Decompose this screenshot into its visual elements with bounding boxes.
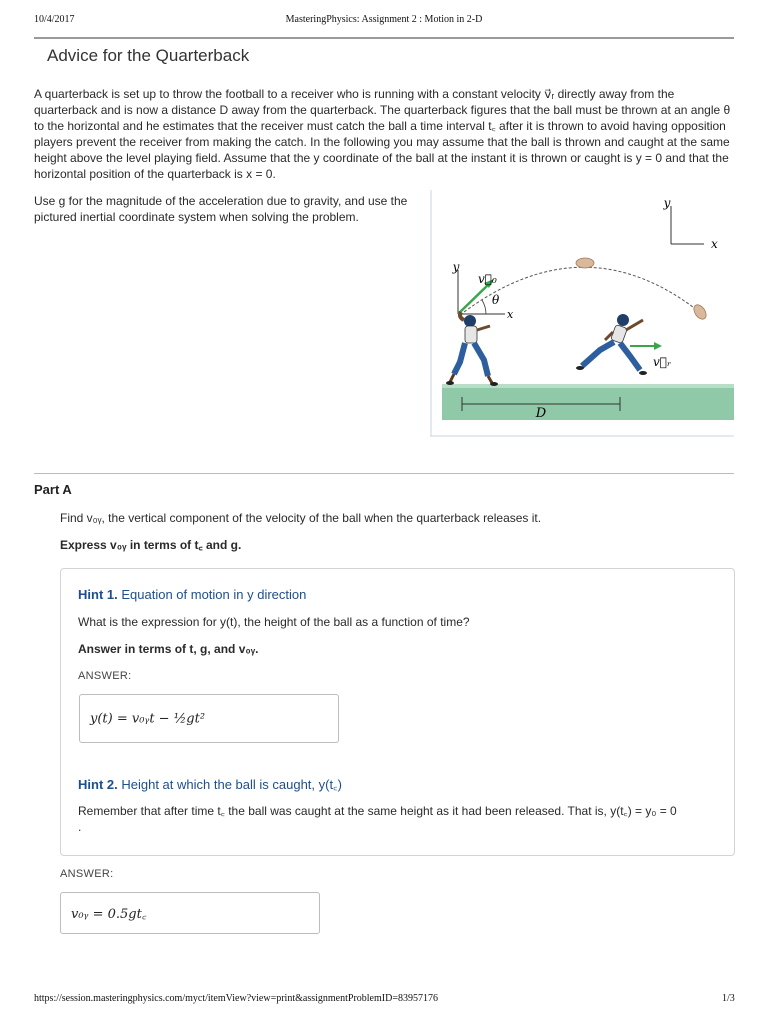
hint-1-question: What is the expression for y(t), the height of the ball as a function of time? xyxy=(78,615,470,629)
hint-1-answer-terms: Answer in terms of t, g, and v₀ᵧ. xyxy=(78,642,259,656)
hint-2-trailing: . xyxy=(78,820,82,834)
hint-1-number: Hint 1. xyxy=(78,587,118,602)
hint-1-answer-label: ANSWER: xyxy=(78,670,132,682)
hint-1-toggle[interactable] xyxy=(78,587,306,602)
answer-value: v₀ᵧ = 0.5gt꜀ xyxy=(71,907,147,922)
section-divider xyxy=(34,473,734,474)
problem-instructions: Use g for the magnitude of the acceleration due to gravity, and use the pictured inertial coordinate system when solving the problem. xyxy=(34,194,408,224)
playing-field xyxy=(442,384,734,420)
answer-label: ANSWER: xyxy=(60,868,114,880)
hint-2-title: Height at which the ball is caught, y(t꜀) xyxy=(121,777,342,792)
football-apex-icon xyxy=(576,258,594,268)
receiver-player-icon xyxy=(576,314,647,375)
qb-axis-x-label: x xyxy=(507,308,514,321)
quarterback-figure xyxy=(430,190,734,438)
distance-label: D xyxy=(535,406,547,421)
vr-arrow-icon xyxy=(630,342,662,350)
qb-axis-y-label: y xyxy=(452,260,460,274)
footer-url[interactable]: https://session.masteringphysics.com/myct/itemView?view=print&assignmentProblemID=83957176 xyxy=(34,993,438,1004)
part-a-express: Express v₀ᵧ in terms of t꜀ and g. xyxy=(60,538,242,552)
axis-y-label: y xyxy=(663,196,671,210)
hint-2-text: Remember that after time t꜀ the ball was caught at the same height as it had been released. That is, y(t꜀) = y₀ = 0 xyxy=(78,804,677,818)
hint-1-answer-value: y(t) = v₀ᵧt − ½gt² xyxy=(90,711,206,726)
header-rule xyxy=(34,37,734,39)
part-a-heading: Part A xyxy=(34,482,72,497)
theta-label: θ xyxy=(492,293,500,307)
v0-label: v⃗₀ xyxy=(478,272,497,286)
hint-1-answer-field[interactable] xyxy=(79,694,339,743)
hint-2-toggle[interactable] xyxy=(78,775,342,793)
hint-2-number: Hint 2. xyxy=(78,777,118,792)
problem-description: A quarterback is set up to throw the football to a receiver who is running with a constant velocity v⃗ᵣ directly away from the quarterback and is now a distance D away from the quarterback. The quarterback figures that the ball must be thrown at an angle θ to the horizontal and he estimates that the receiver must catch the ball a time interval t꜀ after it is thrown to avoid having opposition players prevent the receiver from making the catch. In the following you may assume that the ball is thrown and caught at the same height above the level playing field. Assume that the y coordinate of the ball at the instant it is thrown or caught is y = 0 and that the horizontal position of the quarterback is x = 0. xyxy=(34,87,731,181)
part-a-prompt: Find v₀ᵧ, the vertical component of the velocity of the ball when the quarterback releases it. xyxy=(60,511,542,525)
print-title: MasteringPhysics: Assignment 2 : Motion in 2-D xyxy=(285,14,483,25)
footer-page-number: 1/3 xyxy=(722,993,735,1004)
axis-x-label: x xyxy=(711,237,718,251)
vr-label: v⃗ᵣ xyxy=(653,355,672,369)
quarterback-player-icon xyxy=(446,312,498,386)
coordinate-axes-icon xyxy=(671,206,704,244)
football-caught-icon xyxy=(691,303,708,322)
hint-1-title: Equation of motion in y direction xyxy=(121,587,307,602)
print-date: 10/4/2017 xyxy=(34,14,75,25)
theta-arc xyxy=(482,300,486,314)
problem-title: Advice for the Quarterback xyxy=(47,46,250,65)
answer-field[interactable] xyxy=(60,892,320,934)
